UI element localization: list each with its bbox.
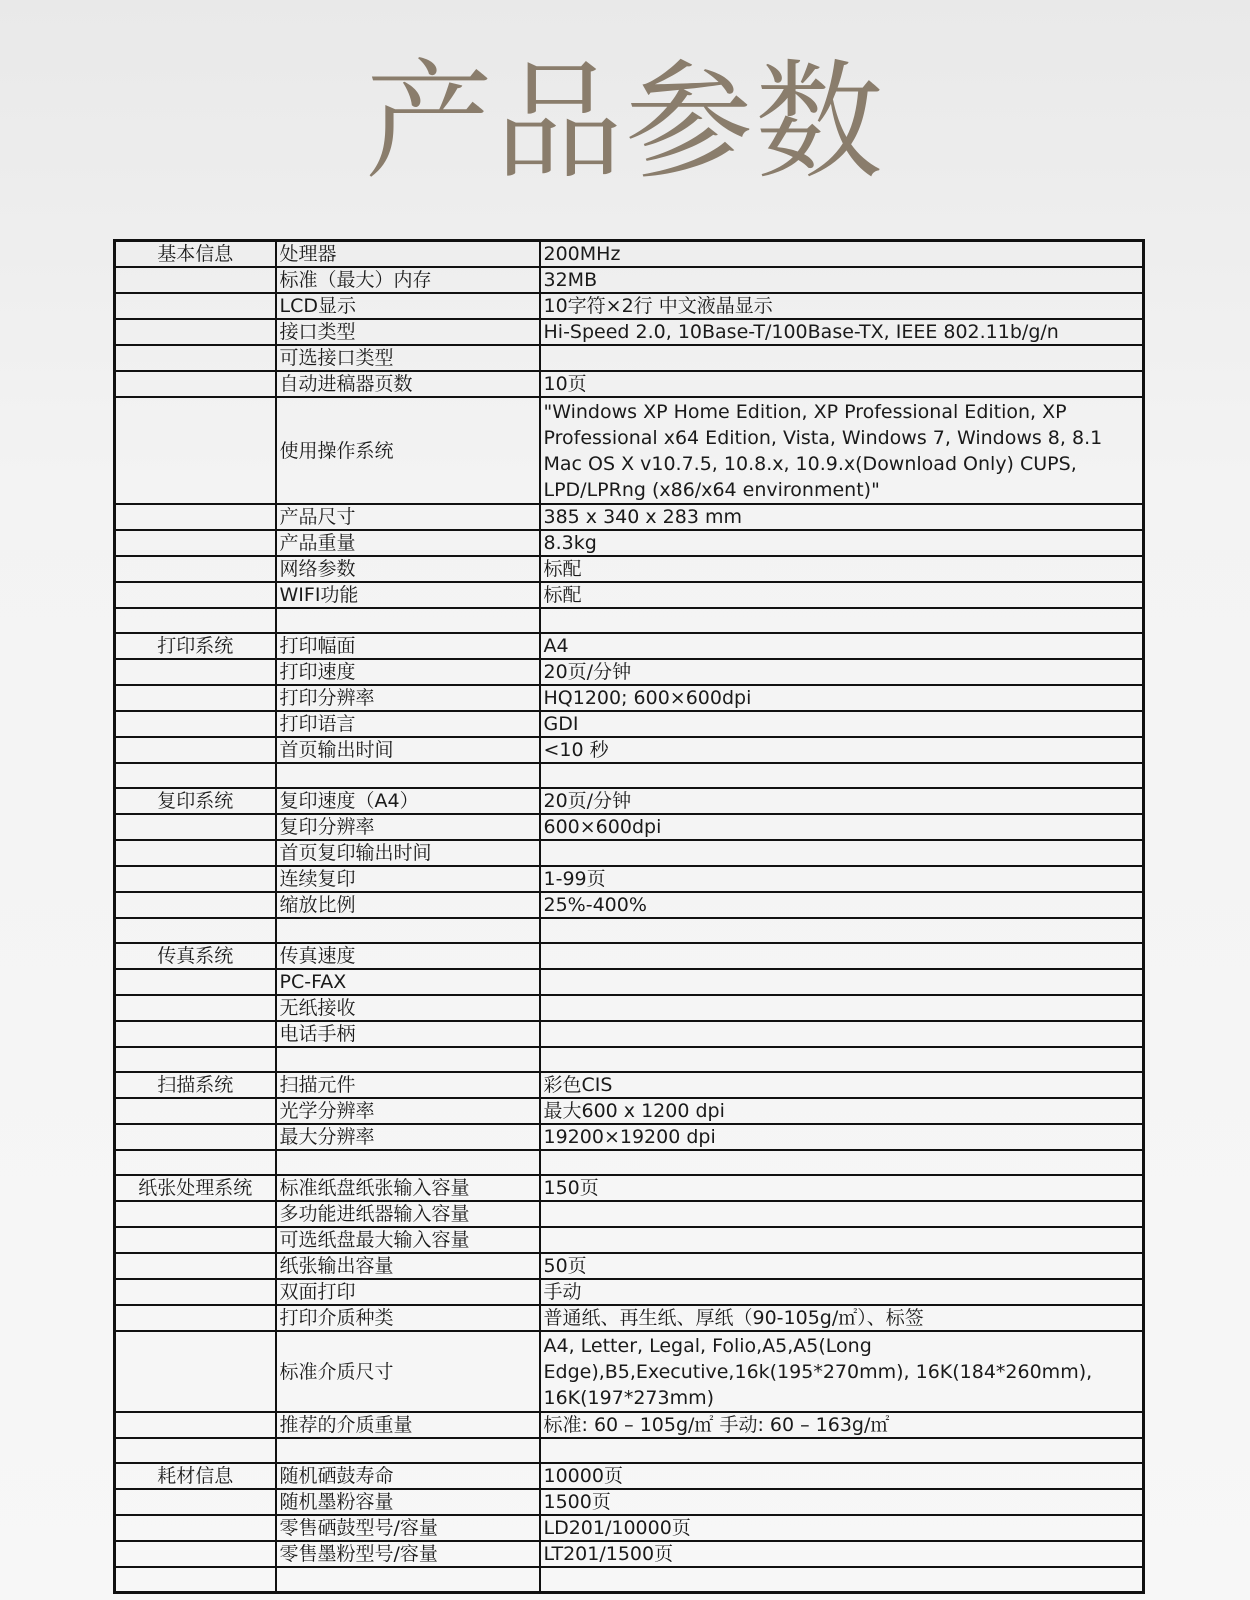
spec-name: 自动进稿器页数 bbox=[276, 371, 540, 397]
spec-value bbox=[540, 1227, 1144, 1253]
category-cell bbox=[115, 582, 276, 608]
category-cell bbox=[115, 1515, 276, 1541]
spec-row bbox=[115, 556, 1144, 582]
spacer-row bbox=[115, 1047, 1144, 1072]
category-cell bbox=[115, 267, 276, 293]
spec-name: 推荐的介质重量 bbox=[276, 1412, 540, 1438]
category-cell bbox=[115, 1021, 276, 1047]
spec-name: 缩放比例 bbox=[276, 892, 540, 918]
empty-cell bbox=[540, 1438, 1144, 1463]
empty-cell bbox=[276, 608, 540, 633]
spec-value: 19200×19200 dpi bbox=[540, 1124, 1144, 1150]
spec-value: 1500页 bbox=[540, 1489, 1144, 1515]
spec-row bbox=[115, 1541, 1144, 1567]
empty-cell bbox=[115, 1567, 276, 1593]
spec-row bbox=[115, 1227, 1144, 1253]
spec-row bbox=[115, 1175, 1144, 1201]
spacer-row bbox=[115, 763, 1144, 788]
spec-name: 产品重量 bbox=[276, 530, 540, 556]
spec-value: 20页/分钟 bbox=[540, 788, 1144, 814]
empty-cell bbox=[540, 918, 1144, 943]
spec-row bbox=[115, 711, 1144, 737]
empty-cell bbox=[115, 1047, 276, 1072]
spec-value bbox=[540, 995, 1144, 1021]
spec-name: 连续复印 bbox=[276, 866, 540, 892]
spec-value: 10页 bbox=[540, 371, 1144, 397]
spec-name: 打印语言 bbox=[276, 711, 540, 737]
spec-name: 打印速度 bbox=[276, 659, 540, 685]
spec-row bbox=[115, 530, 1144, 556]
spacer-row bbox=[115, 1150, 1144, 1175]
category-cell bbox=[115, 504, 276, 530]
spec-name: 随机墨粉容量 bbox=[276, 1489, 540, 1515]
spec-value: HQ1200; 600×600dpi bbox=[540, 685, 1144, 711]
spec-row bbox=[115, 1463, 1144, 1489]
category-label: 扫描系统 bbox=[115, 1072, 276, 1098]
spec-value: "Windows XP Home Edition, XP Professional Edition, XP Professional x64 Edition, Vista, Windows 7, Windows 8, 8.1 Mac OS X v10.7.5, 10.8.x, 10.9.x(Download Only) CUPS, LPD/LPRng (x86/x64 environment)" bbox=[540, 397, 1144, 504]
spec-row bbox=[115, 397, 1144, 504]
category-cell bbox=[115, 1331, 276, 1412]
category-cell bbox=[115, 659, 276, 685]
spec-row bbox=[115, 319, 1144, 345]
spec-row bbox=[115, 633, 1144, 659]
spec-name: 处理器 bbox=[276, 241, 540, 268]
spec-name: 使用操作系统 bbox=[276, 397, 540, 504]
spec-row bbox=[115, 1489, 1144, 1515]
spec-name: 最大分辨率 bbox=[276, 1124, 540, 1150]
spec-value: 标准: 60 – 105g/㎡ 手动: 60 – 163g/㎡ bbox=[540, 1412, 1144, 1438]
spec-name: WIFI功能 bbox=[276, 582, 540, 608]
empty-cell bbox=[276, 918, 540, 943]
spec-name: 标准（最大）内存 bbox=[276, 267, 540, 293]
empty-cell bbox=[540, 763, 1144, 788]
category-cell bbox=[115, 371, 276, 397]
spec-row bbox=[115, 866, 1144, 892]
spec-row bbox=[115, 840, 1144, 866]
spec-value: 385 x 340 x 283 mm bbox=[540, 504, 1144, 530]
spec-row bbox=[115, 995, 1144, 1021]
spec-name: 打印幅面 bbox=[276, 633, 540, 659]
spec-name: 产品尺寸 bbox=[276, 504, 540, 530]
spec-name: 首页复印输出时间 bbox=[276, 840, 540, 866]
category-cell bbox=[115, 995, 276, 1021]
spec-row bbox=[115, 1098, 1144, 1124]
empty-cell bbox=[540, 1047, 1144, 1072]
spec-name: 复印速度（A4） bbox=[276, 788, 540, 814]
spec-name: 随机硒鼓寿命 bbox=[276, 1463, 540, 1489]
category-cell bbox=[115, 1201, 276, 1227]
spec-name: 传真速度 bbox=[276, 943, 540, 969]
spec-row bbox=[115, 1253, 1144, 1279]
category-cell bbox=[115, 711, 276, 737]
spec-row bbox=[115, 267, 1144, 293]
spec-value bbox=[540, 345, 1144, 371]
spec-value: <10 秒 bbox=[540, 737, 1144, 763]
spec-row bbox=[115, 1515, 1144, 1541]
category-cell bbox=[115, 293, 276, 319]
spec-name: 扫描元件 bbox=[276, 1072, 540, 1098]
spec-name: 零售硒鼓型号/容量 bbox=[276, 1515, 540, 1541]
spec-row bbox=[115, 737, 1144, 763]
category-cell bbox=[115, 892, 276, 918]
empty-cell bbox=[115, 1438, 276, 1463]
spec-row bbox=[115, 1124, 1144, 1150]
spec-name: 复印分辨率 bbox=[276, 814, 540, 840]
category-cell bbox=[115, 1124, 276, 1150]
spec-name: 双面打印 bbox=[276, 1279, 540, 1305]
spacer-row bbox=[115, 1567, 1144, 1593]
category-label: 传真系统 bbox=[115, 943, 276, 969]
spacer-row bbox=[115, 918, 1144, 943]
spec-name: 电话手柄 bbox=[276, 1021, 540, 1047]
spec-row bbox=[115, 1021, 1144, 1047]
spec-name: 可选接口类型 bbox=[276, 345, 540, 371]
page-title: 产品参数 bbox=[364, 48, 885, 197]
empty-cell bbox=[276, 1567, 540, 1593]
spec-name: 多功能进纸器输入容量 bbox=[276, 1201, 540, 1227]
spec-row bbox=[115, 1331, 1144, 1412]
category-cell bbox=[115, 866, 276, 892]
spec-value: 1-99页 bbox=[540, 866, 1144, 892]
spec-value: 手动 bbox=[540, 1279, 1144, 1305]
spec-table-body bbox=[115, 241, 1144, 1593]
category-cell bbox=[115, 1253, 276, 1279]
category-cell bbox=[115, 1227, 276, 1253]
spec-value bbox=[540, 943, 1144, 969]
category-label: 基本信息 bbox=[115, 241, 276, 268]
spec-row bbox=[115, 659, 1144, 685]
category-label: 复印系统 bbox=[115, 788, 276, 814]
spec-name: LCD显示 bbox=[276, 293, 540, 319]
spec-value: 10000页 bbox=[540, 1463, 1144, 1489]
category-cell bbox=[115, 1279, 276, 1305]
category-cell bbox=[115, 969, 276, 995]
spec-value: 最大600 x 1200 dpi bbox=[540, 1098, 1144, 1124]
spec-value: 20页/分钟 bbox=[540, 659, 1144, 685]
spacer-row bbox=[115, 1438, 1144, 1463]
category-cell bbox=[115, 840, 276, 866]
spec-row bbox=[115, 969, 1144, 995]
spec-value: 200MHz bbox=[540, 241, 1144, 268]
spec-row bbox=[115, 685, 1144, 711]
empty-cell bbox=[276, 1047, 540, 1072]
spec-value bbox=[540, 1021, 1144, 1047]
category-cell bbox=[115, 345, 276, 371]
spec-row bbox=[115, 1412, 1144, 1438]
spec-table bbox=[113, 239, 1145, 1594]
spec-value: 彩色CIS bbox=[540, 1072, 1144, 1098]
spec-row bbox=[115, 504, 1144, 530]
spec-value: 25%-400% bbox=[540, 892, 1144, 918]
category-cell bbox=[115, 814, 276, 840]
spec-row bbox=[115, 1072, 1144, 1098]
spec-value bbox=[540, 1201, 1144, 1227]
spec-value: 600×600dpi bbox=[540, 814, 1144, 840]
spec-row bbox=[115, 1305, 1144, 1331]
spec-name: 可选纸盘最大输入容量 bbox=[276, 1227, 540, 1253]
spec-value: 标配 bbox=[540, 582, 1144, 608]
spec-value: Hi-Speed 2.0, 10Base-T/100Base-TX, IEEE 802.11b/g/n bbox=[540, 319, 1144, 345]
spec-name: 无纸接收 bbox=[276, 995, 540, 1021]
category-cell bbox=[115, 737, 276, 763]
spec-row bbox=[115, 892, 1144, 918]
spec-value: A4, Letter, Legal, Folio,A5,A5(Long Edge),B5,Executive,16k(195*270mm), 16K(184*260mm), 16K(197*273mm) bbox=[540, 1331, 1144, 1412]
category-cell bbox=[115, 397, 276, 504]
category-cell bbox=[115, 319, 276, 345]
spec-row bbox=[115, 943, 1144, 969]
spec-row bbox=[115, 293, 1144, 319]
category-cell bbox=[115, 1489, 276, 1515]
category-cell bbox=[115, 556, 276, 582]
empty-cell bbox=[115, 608, 276, 633]
spec-name: 标准介质尺寸 bbox=[276, 1331, 540, 1412]
empty-cell bbox=[276, 1438, 540, 1463]
spec-name: 接口类型 bbox=[276, 319, 540, 345]
spec-name: 纸张输出容量 bbox=[276, 1253, 540, 1279]
spec-value: A4 bbox=[540, 633, 1144, 659]
spec-value: GDI bbox=[540, 711, 1144, 737]
category-cell bbox=[115, 685, 276, 711]
spec-value bbox=[540, 969, 1144, 995]
empty-cell bbox=[540, 1567, 1144, 1593]
spec-value: 标配 bbox=[540, 556, 1144, 582]
spec-value: LT201/1500页 bbox=[540, 1541, 1144, 1567]
spec-row bbox=[115, 371, 1144, 397]
empty-cell bbox=[540, 608, 1144, 633]
empty-cell bbox=[115, 918, 276, 943]
spacer-row bbox=[115, 608, 1144, 633]
spec-value: 8.3kg bbox=[540, 530, 1144, 556]
spec-row bbox=[115, 345, 1144, 371]
spec-row bbox=[115, 814, 1144, 840]
empty-cell bbox=[276, 763, 540, 788]
spec-row bbox=[115, 582, 1144, 608]
category-label: 纸张处理系统 bbox=[115, 1175, 276, 1201]
category-cell bbox=[115, 1541, 276, 1567]
spec-row bbox=[115, 1279, 1144, 1305]
category-cell bbox=[115, 1305, 276, 1331]
category-label: 打印系统 bbox=[115, 633, 276, 659]
spec-name: PC-FAX bbox=[276, 969, 540, 995]
category-cell bbox=[115, 1098, 276, 1124]
spec-value: 50页 bbox=[540, 1253, 1144, 1279]
spec-value bbox=[540, 840, 1144, 866]
spec-name: 零售墨粉型号/容量 bbox=[276, 1541, 540, 1567]
spec-row bbox=[115, 1201, 1144, 1227]
empty-cell bbox=[115, 763, 276, 788]
category-cell bbox=[115, 530, 276, 556]
spec-name: 光学分辨率 bbox=[276, 1098, 540, 1124]
spec-name: 打印分辨率 bbox=[276, 685, 540, 711]
empty-cell bbox=[276, 1150, 540, 1175]
spec-value: 32MB bbox=[540, 267, 1144, 293]
spec-row bbox=[115, 788, 1144, 814]
spec-value: LD201/10000页 bbox=[540, 1515, 1144, 1541]
category-label: 耗材信息 bbox=[115, 1463, 276, 1489]
spec-row bbox=[115, 241, 1144, 268]
spec-name: 打印介质种类 bbox=[276, 1305, 540, 1331]
category-cell bbox=[115, 1412, 276, 1438]
empty-cell bbox=[540, 1150, 1144, 1175]
empty-cell bbox=[115, 1150, 276, 1175]
spec-value: 150页 bbox=[540, 1175, 1144, 1201]
spec-value: 普通纸、再生纸、厚纸（90-105g/㎡）、标签 bbox=[540, 1305, 1144, 1331]
spec-name: 网络参数 bbox=[276, 556, 540, 582]
spec-name: 标准纸盘纸张输入容量 bbox=[276, 1175, 540, 1201]
spec-name: 首页输出时间 bbox=[276, 737, 540, 763]
spec-value: 10字符×2行 中文液晶显示 bbox=[540, 293, 1144, 319]
